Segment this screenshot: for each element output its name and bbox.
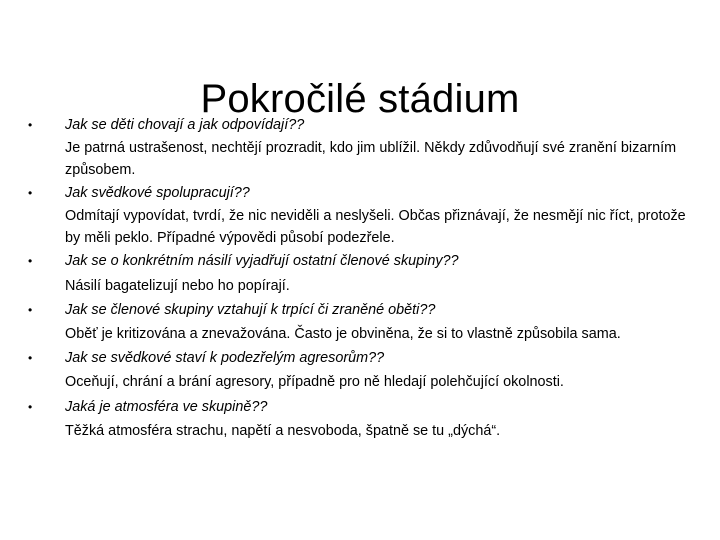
bullet-icon: • [28,399,33,414]
answer-text: Oběť je kritizována a znevažována. Často je obviněna, že si to vlastně způsobila sama. [65,326,621,343]
bullet-item-6 [28,395,688,443]
answer-text: Odmítají vypovídat, tvrdí, že nic neviděli a neslyšeli. Občas přiznávají, že nesmějí nic říct, protože by měli peklo. Případné výpovědi působí podezřele. [65,208,686,247]
question-text: Jak svědkové spolupracují?? [65,185,250,202]
question-text: Jak se děti chovají a jak odpovídají?? [65,117,305,133]
bullet-icon: • [28,118,33,132]
answer-text: Násilí bagatelizují nebo ho popírají. [65,277,290,294]
bullet-list [28,113,688,443]
bullet-item-2 [28,181,688,249]
bullet-icon: • [28,351,33,366]
bullet-item-4 [28,298,688,346]
answer-text: Oceňují, chrání a brání agresory, případně pro ně hledají polehčující okolnosti. [65,374,564,391]
bullet-icon: • [28,254,33,269]
question-text: Jaká je atmosféra ve skupině?? [65,398,268,415]
answer-text: Těžká atmosféra strachu, napětí a nesvoboda, špatně se tu „dýchá“. [65,422,501,439]
bullet-item-5 [28,346,688,394]
slide-title: Pokročilé stádium [200,76,520,121]
bullet-icon: • [28,186,33,201]
question-text: Jak se o konkrétním násilí vyjadřují ostatní členové skupiny?? [65,253,459,270]
answer-text: Je patrná ustrašenost, nechtějí prozradit, kdo jim ublížil. Někdy zdůvodňují své zranění bizarním způsobem. [65,140,677,179]
bullet-item-1 [28,113,688,181]
question-text: Jak se svědkové staví k podezřelým agresorům?? [65,350,385,367]
question-text: Jak se členové skupiny vztahují k trpící či zraněné oběti?? [65,301,436,318]
bullet-item-3 [28,249,688,297]
bullet-icon: • [28,302,33,317]
